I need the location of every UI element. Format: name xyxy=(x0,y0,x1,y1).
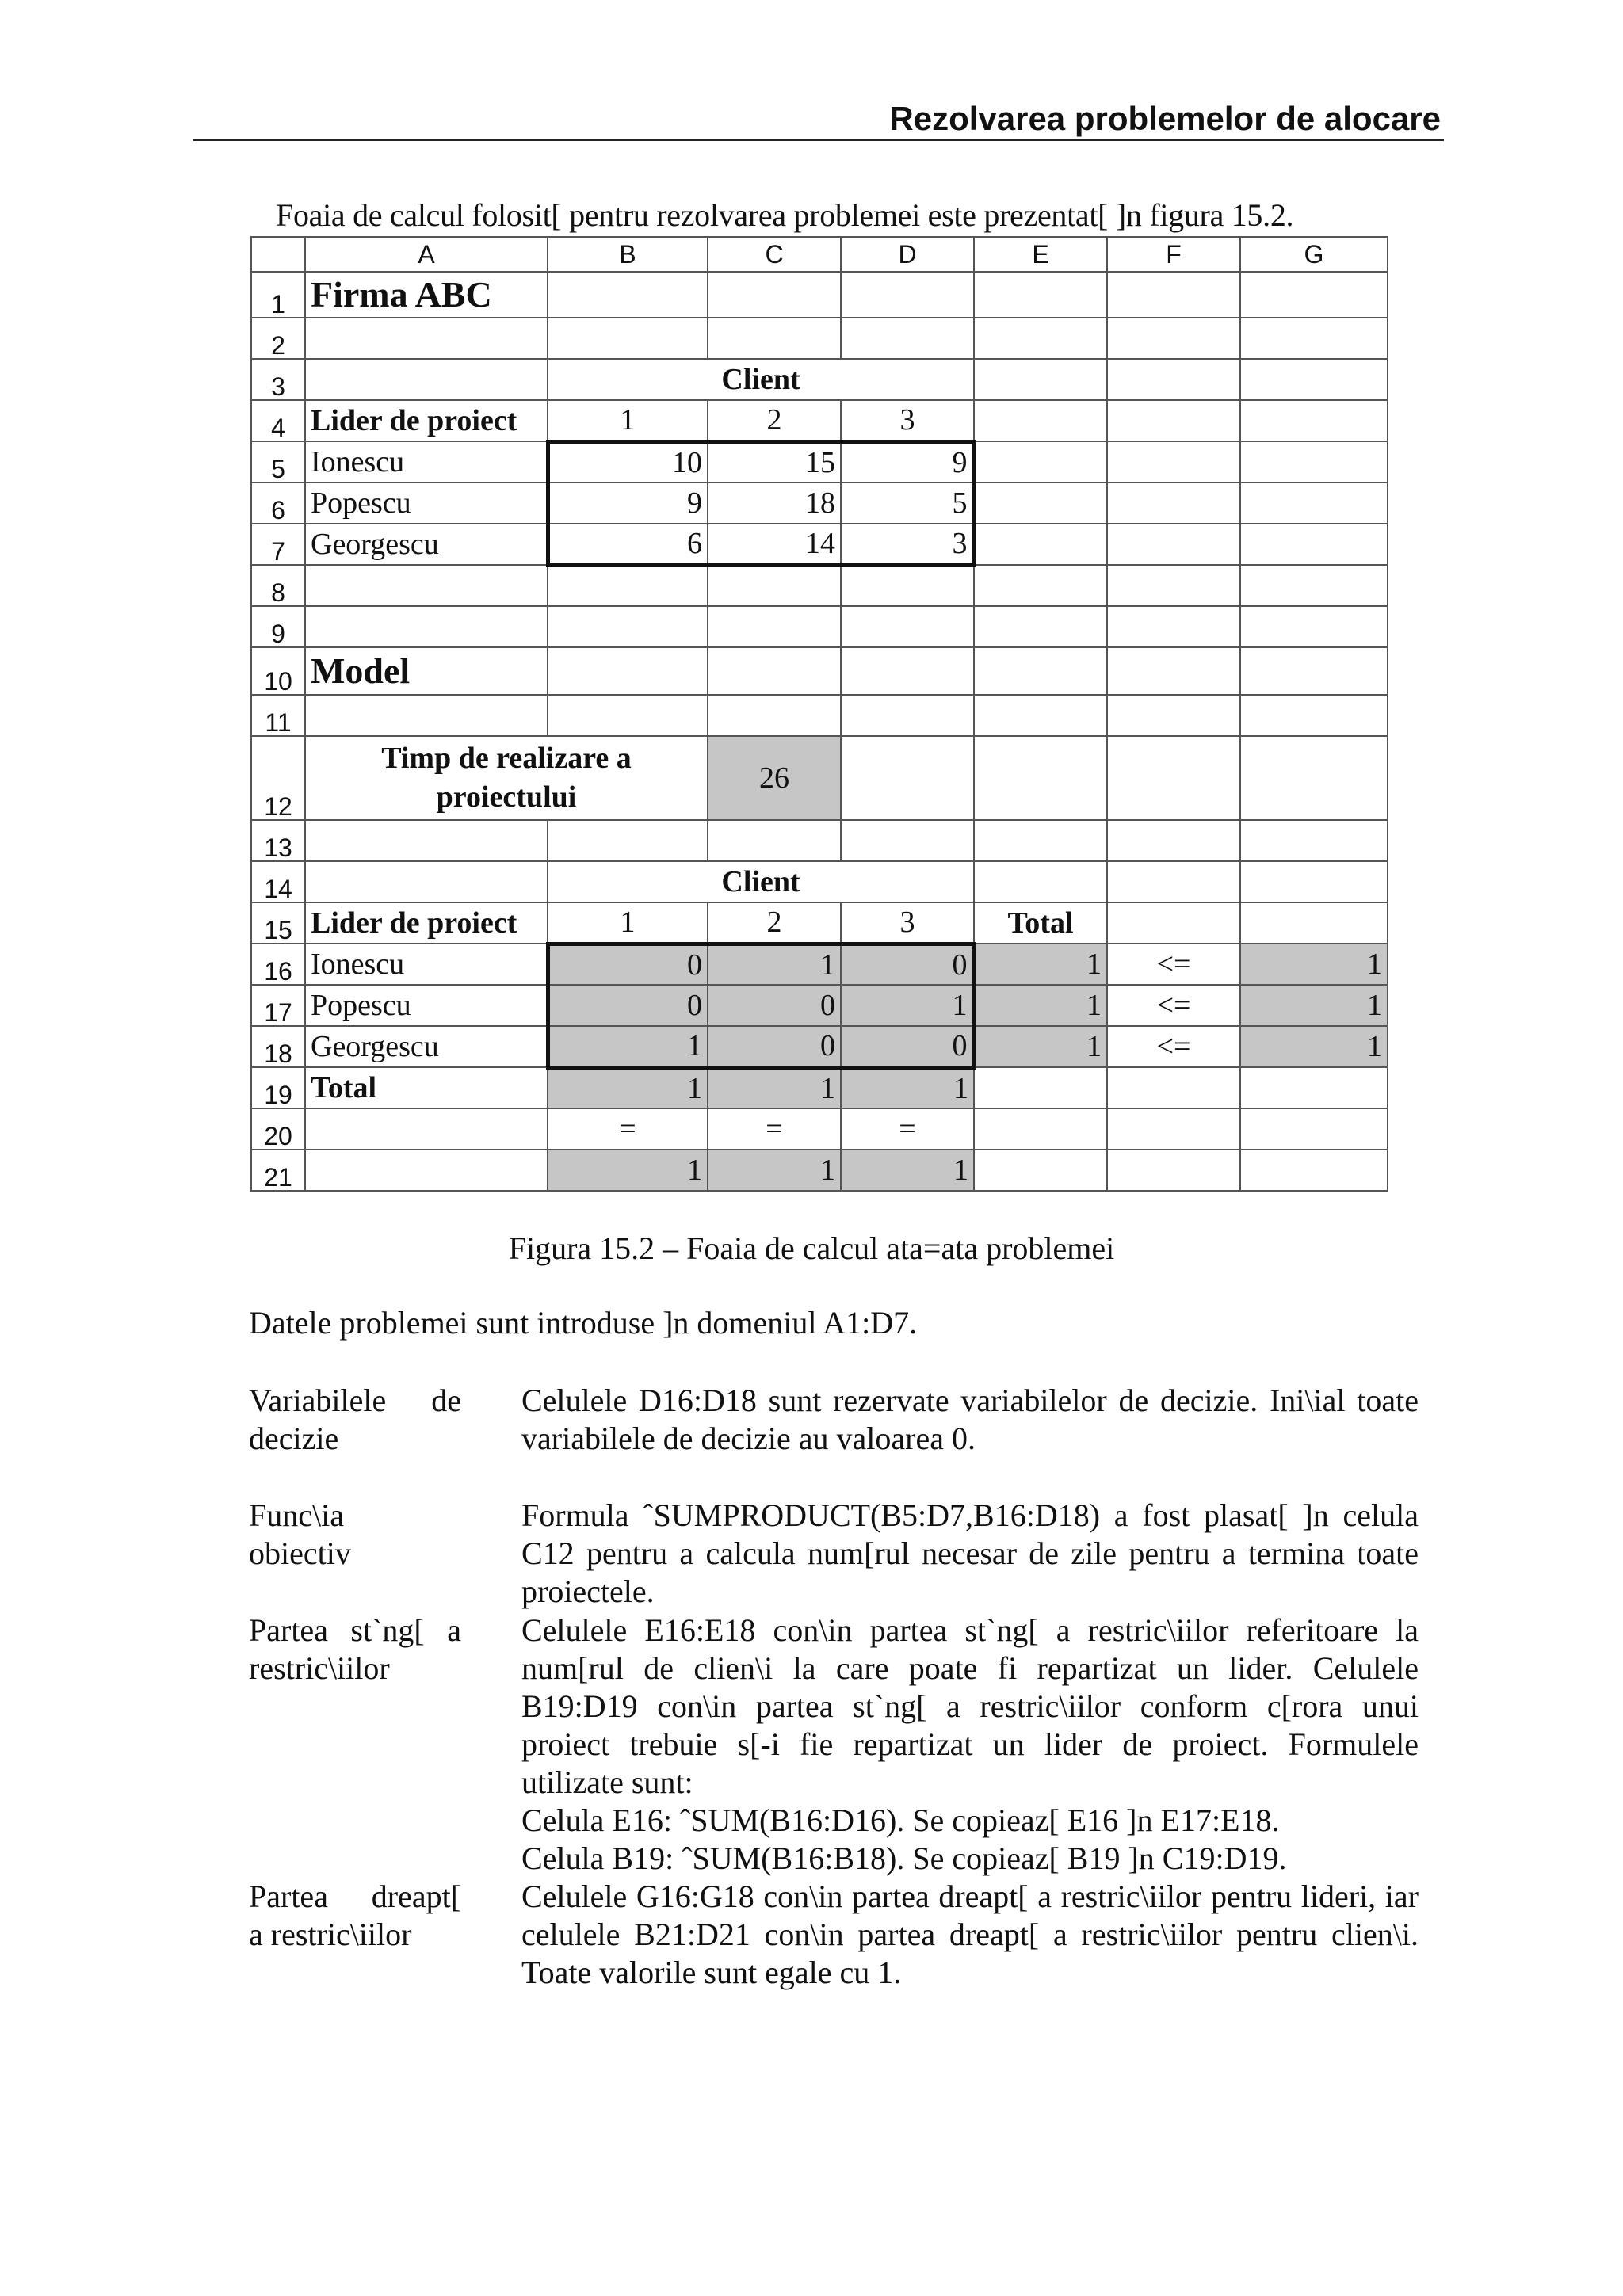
cell[interactable] xyxy=(1107,1067,1240,1108)
client-header-cell[interactable]: Client xyxy=(548,861,974,902)
definition-description: Celulele D16:D18 sunt rezervate variabilelor de decizie. Ini\ial toate variabilele de decizie au valoarea 0. xyxy=(521,1383,1419,1456)
cell[interactable] xyxy=(548,820,708,861)
cell[interactable] xyxy=(1107,524,1240,565)
cell[interactable] xyxy=(305,695,548,736)
cell[interactable] xyxy=(974,820,1107,861)
cell[interactable] xyxy=(1107,565,1240,606)
cell[interactable] xyxy=(548,565,708,606)
cell[interactable] xyxy=(305,1108,548,1150)
cell[interactable] xyxy=(708,272,841,318)
row-header[interactable]: 5 xyxy=(251,441,305,482)
cell[interactable] xyxy=(1240,565,1388,606)
cell[interactable] xyxy=(708,695,841,736)
time-cell[interactable]: 3 xyxy=(841,524,974,565)
row-total-cell[interactable]: 1 xyxy=(974,985,1107,1026)
le-symbol-cell[interactable]: <= xyxy=(1107,1026,1240,1067)
row-header[interactable]: 16 xyxy=(251,944,305,985)
cell[interactable] xyxy=(974,565,1107,606)
rhs-client-cell[interactable]: 1 xyxy=(841,1150,974,1191)
cell[interactable] xyxy=(974,482,1107,524)
sheet-row xyxy=(251,441,1388,482)
cell[interactable] xyxy=(1240,441,1388,482)
term-line: Partea st`ng[ a xyxy=(249,1612,461,1648)
sheet-row xyxy=(251,524,1388,565)
column-header[interactable]: C xyxy=(708,237,841,272)
client-number-cell[interactable]: 1 xyxy=(548,400,708,441)
time-cell[interactable]: 9 xyxy=(548,482,708,524)
col-total-cell[interactable]: 1 xyxy=(708,1067,841,1108)
definition-term xyxy=(249,1878,461,1954)
cell[interactable] xyxy=(305,861,548,902)
cell[interactable] xyxy=(1107,441,1240,482)
cell[interactable] xyxy=(1240,861,1388,902)
rhs-client-cell[interactable]: 1 xyxy=(548,1150,708,1191)
rhs-leader-cell[interactable]: 1 xyxy=(1240,1026,1388,1067)
cell[interactable] xyxy=(305,318,548,359)
col-total-cell[interactable]: 1 xyxy=(841,1067,974,1108)
rhs-leader-cell[interactable]: 1 xyxy=(1240,985,1388,1026)
cell[interactable] xyxy=(974,647,1107,695)
row-header[interactable]: 2 xyxy=(251,318,305,359)
cell[interactable] xyxy=(841,318,974,359)
sheet-row xyxy=(251,695,1388,736)
sheet-row xyxy=(251,565,1388,606)
row-header[interactable]: 4 xyxy=(251,400,305,441)
page-header-title: Rezolvarea problemelor de alocare xyxy=(889,100,1441,137)
cell[interactable] xyxy=(974,1108,1107,1150)
term-line: Func\ia xyxy=(249,1497,344,1533)
cell[interactable] xyxy=(974,318,1107,359)
cell[interactable] xyxy=(1240,318,1388,359)
term-line: Partea dreapt[ xyxy=(249,1878,461,1914)
rhs-client-cell[interactable]: 1 xyxy=(708,1150,841,1191)
cell[interactable] xyxy=(1240,359,1388,400)
cell[interactable] xyxy=(841,606,974,647)
client-number-cell[interactable]: 3 xyxy=(841,902,974,944)
cell[interactable] xyxy=(708,820,841,861)
cell[interactable] xyxy=(1107,318,1240,359)
cell[interactable] xyxy=(305,1150,548,1191)
cell[interactable] xyxy=(1240,736,1388,820)
cell[interactable] xyxy=(974,606,1107,647)
cell[interactable] xyxy=(841,695,974,736)
row-header[interactable]: 8 xyxy=(251,565,305,606)
cell[interactable] xyxy=(1107,400,1240,441)
row-header[interactable]: 12 xyxy=(251,736,305,820)
column-header[interactable]: D xyxy=(841,237,974,272)
definition-description: Celulele G16:G18 con\in partea dreapt[ a restric\iilor pentru lideri, iar celulele B21:D21 con\in partea dreapt[ a restric\iilor pentru clien\i. Toate valorile sunt egale cu 1. xyxy=(521,1878,1419,1990)
cell[interactable] xyxy=(305,820,548,861)
total-label-cell[interactable]: Total xyxy=(305,1067,548,1108)
cell[interactable] xyxy=(1240,902,1388,944)
sheet-row xyxy=(251,902,1388,944)
decision-cell[interactable]: 1 xyxy=(841,985,974,1026)
cell[interactable] xyxy=(708,647,841,695)
cell[interactable] xyxy=(1107,1150,1240,1191)
le-symbol-cell[interactable]: <= xyxy=(1107,985,1240,1026)
decision-cell[interactable]: 0 xyxy=(841,1026,974,1067)
cell[interactable] xyxy=(1240,695,1388,736)
sheet-row xyxy=(251,272,1388,318)
cell[interactable] xyxy=(1240,606,1388,647)
cell[interactable] xyxy=(1107,647,1240,695)
sheet-row xyxy=(251,985,1388,1026)
cell[interactable] xyxy=(1240,272,1388,318)
cell[interactable] xyxy=(1240,1150,1388,1191)
cell[interactable] xyxy=(708,606,841,647)
sheet-row xyxy=(251,1067,1388,1108)
client-header-cell[interactable]: Client xyxy=(548,359,974,400)
eq-symbol-cell[interactable]: = xyxy=(548,1108,708,1150)
leader-label-cell[interactable]: Lider de proiect xyxy=(305,400,548,441)
decision-cell[interactable]: 0 xyxy=(708,985,841,1026)
cell[interactable] xyxy=(305,359,548,400)
term-line: Variabilele de xyxy=(249,1383,461,1418)
term-line: a restric\iilor xyxy=(249,1917,412,1952)
row-header[interactable]: 1 xyxy=(251,272,305,318)
client-number-cell[interactable]: 2 xyxy=(708,902,841,944)
sheet-row xyxy=(251,647,1388,695)
column-header[interactable]: F xyxy=(1107,237,1240,272)
cell[interactable] xyxy=(1107,359,1240,400)
term-line: restric\iilor xyxy=(249,1650,390,1686)
cell[interactable] xyxy=(305,565,548,606)
sheet-row xyxy=(251,736,1388,820)
cell[interactable] xyxy=(548,695,708,736)
row-header[interactable]: 10 xyxy=(251,647,305,695)
cell[interactable] xyxy=(548,272,708,318)
time-cell[interactable]: 14 xyxy=(708,524,841,565)
definition-term xyxy=(249,1611,461,1688)
row-header[interactable]: 6 xyxy=(251,482,305,524)
total-header-cell[interactable]: Total xyxy=(974,902,1107,944)
time-cell[interactable]: 9 xyxy=(841,441,974,482)
decision-cell[interactable]: 0 xyxy=(708,1026,841,1067)
cell[interactable] xyxy=(708,318,841,359)
sheet-row xyxy=(251,1150,1388,1191)
formula-line: Celula B19: ˆSUM(B16:B18). Se copieaz[ B19 ]n C19:D19. xyxy=(521,1840,1287,1876)
cell[interactable] xyxy=(841,736,974,820)
time-cell[interactable]: 6 xyxy=(548,524,708,565)
row-header[interactable]: 9 xyxy=(251,606,305,647)
company-title-cell[interactable]: Firma ABC xyxy=(305,272,548,318)
decision-cell[interactable]: 0 xyxy=(548,944,708,985)
cell[interactable] xyxy=(1107,482,1240,524)
cell[interactable] xyxy=(841,565,974,606)
cell[interactable] xyxy=(974,736,1107,820)
decision-cell[interactable]: 1 xyxy=(708,944,841,985)
cell[interactable] xyxy=(1107,736,1240,820)
leader-name-cell[interactable]: Ionescu xyxy=(305,944,548,985)
cell[interactable] xyxy=(841,272,974,318)
objective-cell[interactable]: 26 xyxy=(708,736,841,820)
row-header[interactable]: 15 xyxy=(251,902,305,944)
cell[interactable] xyxy=(1107,695,1240,736)
cell[interactable] xyxy=(841,820,974,861)
sheet-row xyxy=(251,482,1388,524)
cell[interactable] xyxy=(1107,272,1240,318)
row-header[interactable]: 7 xyxy=(251,524,305,565)
le-symbol-cell[interactable]: <= xyxy=(1107,944,1240,985)
decision-cell[interactable]: 1 xyxy=(548,1026,708,1067)
corner-cell[interactable] xyxy=(251,237,305,272)
time-label-cell[interactable]: Timp de realizare a proiectului xyxy=(305,736,708,820)
cell[interactable] xyxy=(974,524,1107,565)
term-line: obiectiv xyxy=(249,1535,351,1571)
sheet-row xyxy=(251,400,1388,441)
rhs-leader-cell[interactable]: 1 xyxy=(1240,944,1388,985)
decision-cell[interactable]: 0 xyxy=(841,944,974,985)
col-total-cell[interactable]: 1 xyxy=(548,1067,708,1108)
cell[interactable] xyxy=(1107,861,1240,902)
row-header[interactable]: 14 xyxy=(251,861,305,902)
model-title-cell[interactable]: Model xyxy=(305,647,548,695)
leader-name-cell[interactable]: Georgescu xyxy=(305,1026,548,1067)
row-header[interactable]: 13 xyxy=(251,820,305,861)
sheet-row xyxy=(251,861,1388,902)
sheet-row xyxy=(251,318,1388,359)
client-number-cell[interactable]: 1 xyxy=(548,902,708,944)
time-cell[interactable]: 10 xyxy=(548,441,708,482)
term-line: decizie xyxy=(249,1421,339,1456)
cell[interactable] xyxy=(548,647,708,695)
leader-label-cell[interactable]: Lider de proiect xyxy=(305,902,548,944)
row-total-cell[interactable]: 1 xyxy=(974,944,1107,985)
sheet-row xyxy=(251,820,1388,861)
row-header[interactable]: 19 xyxy=(251,1067,305,1108)
eq-symbol-cell[interactable]: = xyxy=(708,1108,841,1150)
definition-term xyxy=(249,1382,461,1458)
cell[interactable] xyxy=(1240,1067,1388,1108)
cell[interactable] xyxy=(708,565,841,606)
cell[interactable] xyxy=(974,1067,1107,1108)
cell[interactable] xyxy=(1240,400,1388,441)
cell[interactable] xyxy=(974,400,1107,441)
leader-name-cell[interactable]: Georgescu xyxy=(305,524,548,565)
column-header[interactable]: A xyxy=(305,237,548,272)
formula-line: Celula E16: ˆSUM(B16:D16). Se copieaz[ E16 ]n E17:E18. xyxy=(521,1802,1280,1838)
cell[interactable] xyxy=(974,695,1107,736)
leader-name-cell[interactable]: Popescu xyxy=(305,482,548,524)
time-cell[interactable]: 18 xyxy=(708,482,841,524)
row-header[interactable]: 18 xyxy=(251,1026,305,1067)
decision-cell[interactable]: 0 xyxy=(548,985,708,1026)
cell[interactable] xyxy=(548,606,708,647)
leader-name-cell[interactable]: Ionescu xyxy=(305,441,548,482)
definition-description xyxy=(521,1611,1419,1878)
row-header[interactable]: 21 xyxy=(251,1150,305,1191)
row-total-cell[interactable]: 1 xyxy=(974,1026,1107,1067)
sheet-row xyxy=(251,944,1388,985)
cell[interactable] xyxy=(548,318,708,359)
client-number-cell[interactable]: 3 xyxy=(841,400,974,441)
leader-name-cell[interactable]: Popescu xyxy=(305,985,548,1026)
cell[interactable] xyxy=(974,359,1107,400)
time-cell[interactable]: 15 xyxy=(708,441,841,482)
sheet-row xyxy=(251,1108,1388,1150)
sheet-row xyxy=(251,1026,1388,1067)
cell[interactable] xyxy=(1240,647,1388,695)
sheet-row xyxy=(251,606,1388,647)
spreadsheet xyxy=(250,236,1388,1192)
cell[interactable] xyxy=(1107,820,1240,861)
cell[interactable] xyxy=(1107,606,1240,647)
cell[interactable] xyxy=(841,647,974,695)
column-header[interactable]: E xyxy=(974,237,1107,272)
client-number-cell[interactable]: 2 xyxy=(708,400,841,441)
column-header-row xyxy=(251,237,1388,272)
row-header[interactable]: 11 xyxy=(251,695,305,736)
body-paragraph: Datele problemei sunt introduse ]n domeniul A1:D7. xyxy=(249,1305,918,1341)
cell[interactable] xyxy=(974,441,1107,482)
cell[interactable] xyxy=(1240,1108,1388,1150)
cell[interactable] xyxy=(1240,820,1388,861)
row-header[interactable]: 17 xyxy=(251,985,305,1026)
intro-text: Foaia de calcul folosit[ pentru rezolvarea problemei este prezentat[ ]n figura 15.2. xyxy=(276,197,1294,233)
header-rule xyxy=(193,139,1444,141)
cell[interactable] xyxy=(305,606,548,647)
figure-caption: Figura 15.2 – Foaia de calcul ata=ata problemei xyxy=(508,1230,1115,1266)
definition-term xyxy=(249,1497,461,1573)
cell[interactable] xyxy=(974,272,1107,318)
cell[interactable] xyxy=(1107,902,1240,944)
row-header[interactable]: 3 xyxy=(251,359,305,400)
cell[interactable] xyxy=(974,861,1107,902)
cell[interactable] xyxy=(1240,482,1388,524)
cell[interactable] xyxy=(1240,524,1388,565)
cell[interactable] xyxy=(1107,1108,1240,1150)
cell[interactable] xyxy=(974,1150,1107,1191)
sheet-row xyxy=(251,359,1388,400)
column-header[interactable]: G xyxy=(1240,237,1388,272)
column-header[interactable]: B xyxy=(548,237,708,272)
time-cell[interactable]: 5 xyxy=(841,482,974,524)
eq-symbol-cell[interactable]: = xyxy=(841,1108,974,1150)
definition-description: Formula ˆSUMPRODUCT(B5:D7,B16:D18) a fost plasat[ ]n celula C12 pentru a calcula num[rul necesar de zile pentru a termina toate proiectele. xyxy=(521,1497,1419,1609)
definition-text: Celulele E16:E18 con\in partea st`ng[ a restric\iilor referitoare la num[rul de clien\i la care poate fi repartizat un lider. Celulele B19:D19 con\in partea st`ng[ a restric\iilor conform c[rora unui proiect trebuie s[-i fie repartizat un lider de proiect. Formulele utilizate sunt: xyxy=(521,1612,1419,1800)
row-header[interactable]: 20 xyxy=(251,1108,305,1150)
